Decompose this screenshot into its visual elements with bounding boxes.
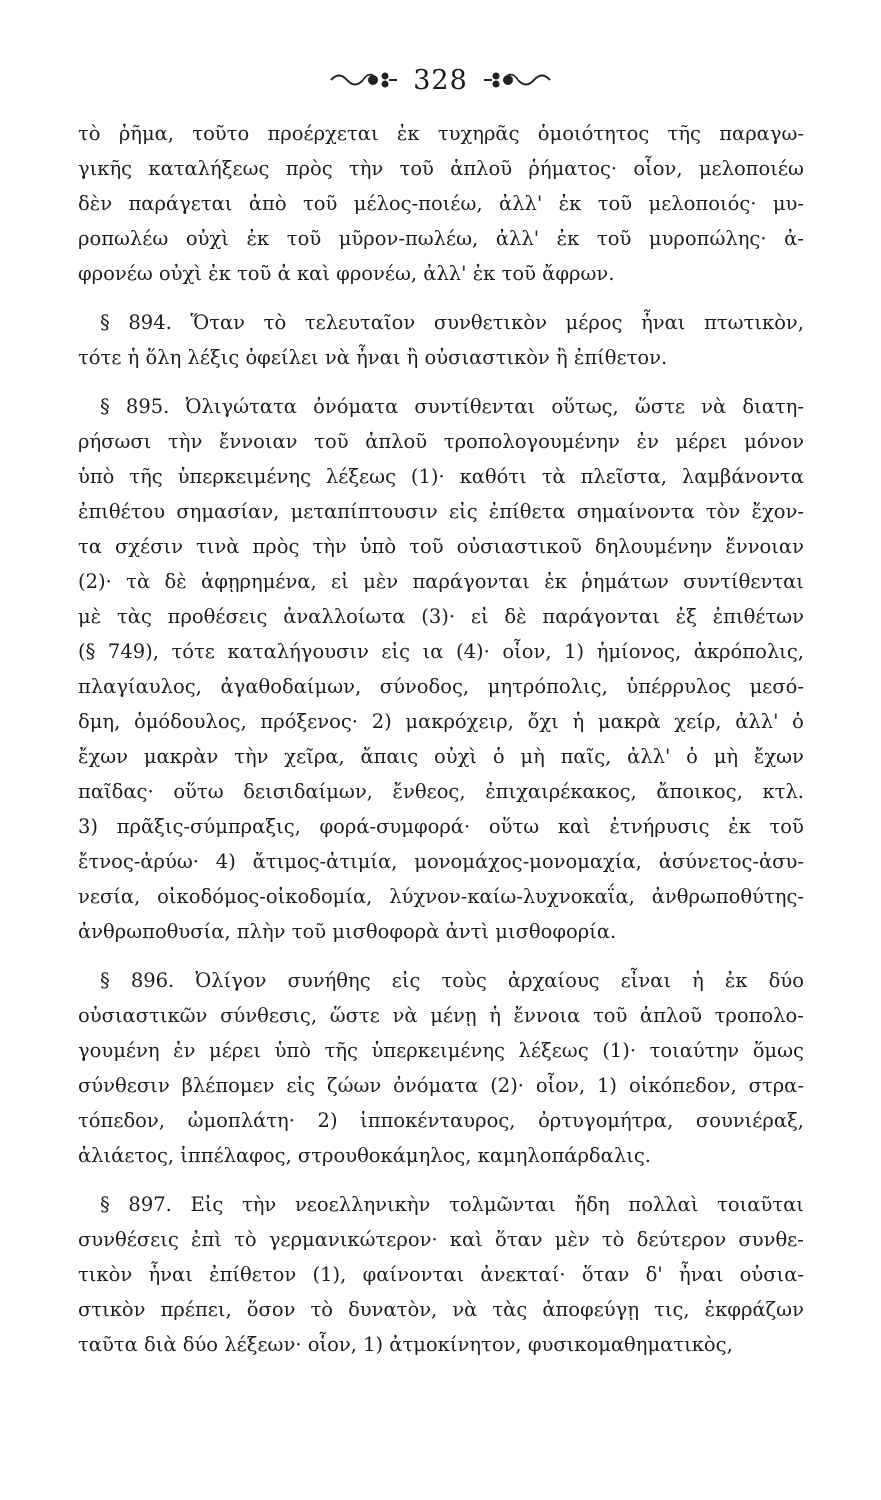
paragraph-spacer [78,291,804,305]
paragraph-continuation [78,116,804,291]
text-line: φρονέω οὐχὶ ἐκ τοῦ ἀ καὶ φρονέω, ἀλλ' ἐκ τοῦ ἄφρων. [78,262,615,285]
page-number: 328 [413,64,468,96]
text-line: § 897. Εἰς τὴν νεοελληνικὴν τολμῶνται ἤδη πολλαὶ τοιαῦται [100,1193,804,1216]
paragraph-896 [78,963,804,1173]
paragraph-897 [78,1187,804,1362]
text-line: οὐσιαστικῶν σύνθεσις, ὥστε νὰ μένῃ ἡ ἔννοια τοῦ ἁπλοῦ τροπολο- [78,1004,804,1027]
left-ornament-icon [329,67,399,93]
text-line: (§ 749), τότε καταλήγουσιν εἰς ια (4)· οἷον, 1) ἡμίονος, ἀκρόπολις, [78,640,804,663]
text-line: τὸ ῥῆμα, τοῦτο προέρχεται ἐκ τυχηρᾶς ὁμοιότητος τῆς παραγω- [78,122,804,145]
text-line: μὲ τὰς προθέσεις ἀναλλοίωτα (3)· εἰ δὲ παράγονται ἐξ ἐπιθέτων [78,605,804,628]
text-line: τόπεδον, ὠμοπλάτη· 2) ἱπποκένταυρος, ὀρτυγομήτρα, σουνιέραξ, [78,1109,804,1132]
text-line: σύνθεσιν βλέπομεν εἰς ζώων ὀνόματα (2)· οἷον, 1) οἰκόπεδον, στρα- [78,1074,804,1097]
text-line: ἔχων μακρὰν τὴν χεῖρα, ἄπαις οὐχὶ ὁ μὴ παῖς, ἀλλ' ὁ μὴ ἔχων [78,745,804,768]
paragraph-894 [78,305,804,375]
text-line: παῖδας· οὕτω δεισιδαίμων, ἔνθεος, ἐπιχαιρέκακος, ἄποικος, κτλ. [78,780,804,803]
paragraph-spacer [78,375,804,389]
text-line: ἀνθρωποθυσία, πλὴν τοῦ μισθοφορὰ ἀντὶ μισθοφορία. [78,920,617,943]
text-line: τα σχέσιν τινὰ πρὸς τὴν ὑπὸ τοῦ οὐσιαστικοῦ δηλουμένην ἔννοιαν [78,535,804,558]
text-line: συνθέσεις ἐπὶ τὸ γερμανικώτερον· καὶ ὅταν μὲν τὸ δεύτερον συνθε- [78,1228,804,1251]
text-line: 3) πρᾶξις-σύμπραξις, φορά-συμφορά· οὕτω καὶ ἐτνήρυσις ἐκ τοῦ [78,815,804,838]
text-line: ὑπὸ τῆς ὑπερκειμένης λέξεως (1)· καθότι τὰ πλεῖστα, λαμβάνοντα [78,465,804,488]
text-line: § 895. Ὀλιγώτατα ὀνόματα συντίθενται οὕτως, ὥστε νὰ διατη- [100,395,804,418]
text-line: δὲν παράγεται ἀπὸ τοῦ μέλος-ποιέω, ἀλλ' ἐκ τοῦ μελοποιός· μυ- [78,192,804,215]
text-line: § 896. Ὀλίγον συνήθης εἰς τοὺς ἀρχαίους εἶναι ἡ ἐκ δύο [100,969,804,992]
paragraph-spacer [78,1173,804,1187]
text-line: νεσία, οἰκοδόμος-οἰκοδομία, λύχνον-καίω-λυχνοκαΐα, ἀνθρωποθύτης- [78,885,804,908]
text-line: ροπωλέω οὐχὶ ἐκ τοῦ μῦρον-πωλέω, ἀλλ' ἐκ τοῦ μυροπώλης· ἀ- [78,227,804,250]
text-line: ἔτνος-ἀρύω· 4) ἄτιμος-ἀτιμία, μονομάχος-μονομαχία, ἀσύνετος-ἀσυ- [78,850,804,873]
text-line: ἁλιάετος, ἱππέλαφος, στρουθοκάμηλος, καμηλοπάρδαλις. [78,1144,651,1167]
text-line: § 894. Ὅταν τὸ τελευταῖον συνθετικὸν μέρος ἦναι πτωτικὸν, [100,311,804,334]
paragraph-spacer [78,949,804,963]
paragraph-895 [78,389,804,949]
text-line: ταῦτα διὰ δύο λέξεων· οἷον, 1) ἀτμοκίνητον, φυσικομαθηματικὸς, [78,1333,733,1356]
text-line: τικὸν ἦναι ἐπίθετον (1), φαίνονται ἀνεκταί· ὅταν δ' ἦναι οὐσια- [78,1263,804,1286]
page-header [0,60,881,100]
text-line: στικὸν πρέπει, ὅσον τὸ δυνατὸν, νὰ τὰς ἀποφεύγῃ τις, ἐκφράζων [78,1298,804,1321]
text-line: δμη, ὁμόδουλος, πρόξενος· 2) μακρόχειρ, ὄχι ἡ μακρὰ χείρ, ἀλλ' ὁ [78,710,804,733]
text-line: γικῆς καταλήξεως πρὸς τὴν τοῦ ἁπλοῦ ῥήματος· οἷον, μελοποιέω [78,157,804,180]
text-line: γουμένη ἐν μέρει ὑπὸ τῆς ὑπερκειμένης λέξεως (1)· τοιαύτην ὅμως [78,1039,804,1062]
page-body [78,116,804,1362]
right-ornament-icon [482,67,552,93]
text-line: τότε ἡ ὅλη λέξις ὀφείλει νὰ ἦναι ἢ οὐσιαστικὸν ἢ ἐπίθετον. [78,346,668,369]
text-line: πλαγίαυλος, ἀγαθοδαίμων, σύνοδος, μητρόπολις, ὑπέρρυλος μεσό- [78,675,804,698]
text-line: ἐπιθέτου σημασίαν, μεταπίπτουσιν εἰς ἐπίθετα σημαίνοντα τὸν ἔχον- [78,500,804,523]
text-line: (2)· τὰ δὲ ἀφῃρημένα, εἰ μὲν παράγονται ἐκ ῥημάτων συντίθενται [78,570,804,593]
text-line: ρήσωσι τὴν ἔννοιαν τοῦ ἁπλοῦ τροπολογουμένην ἐν μέρει μόνον [78,430,804,453]
